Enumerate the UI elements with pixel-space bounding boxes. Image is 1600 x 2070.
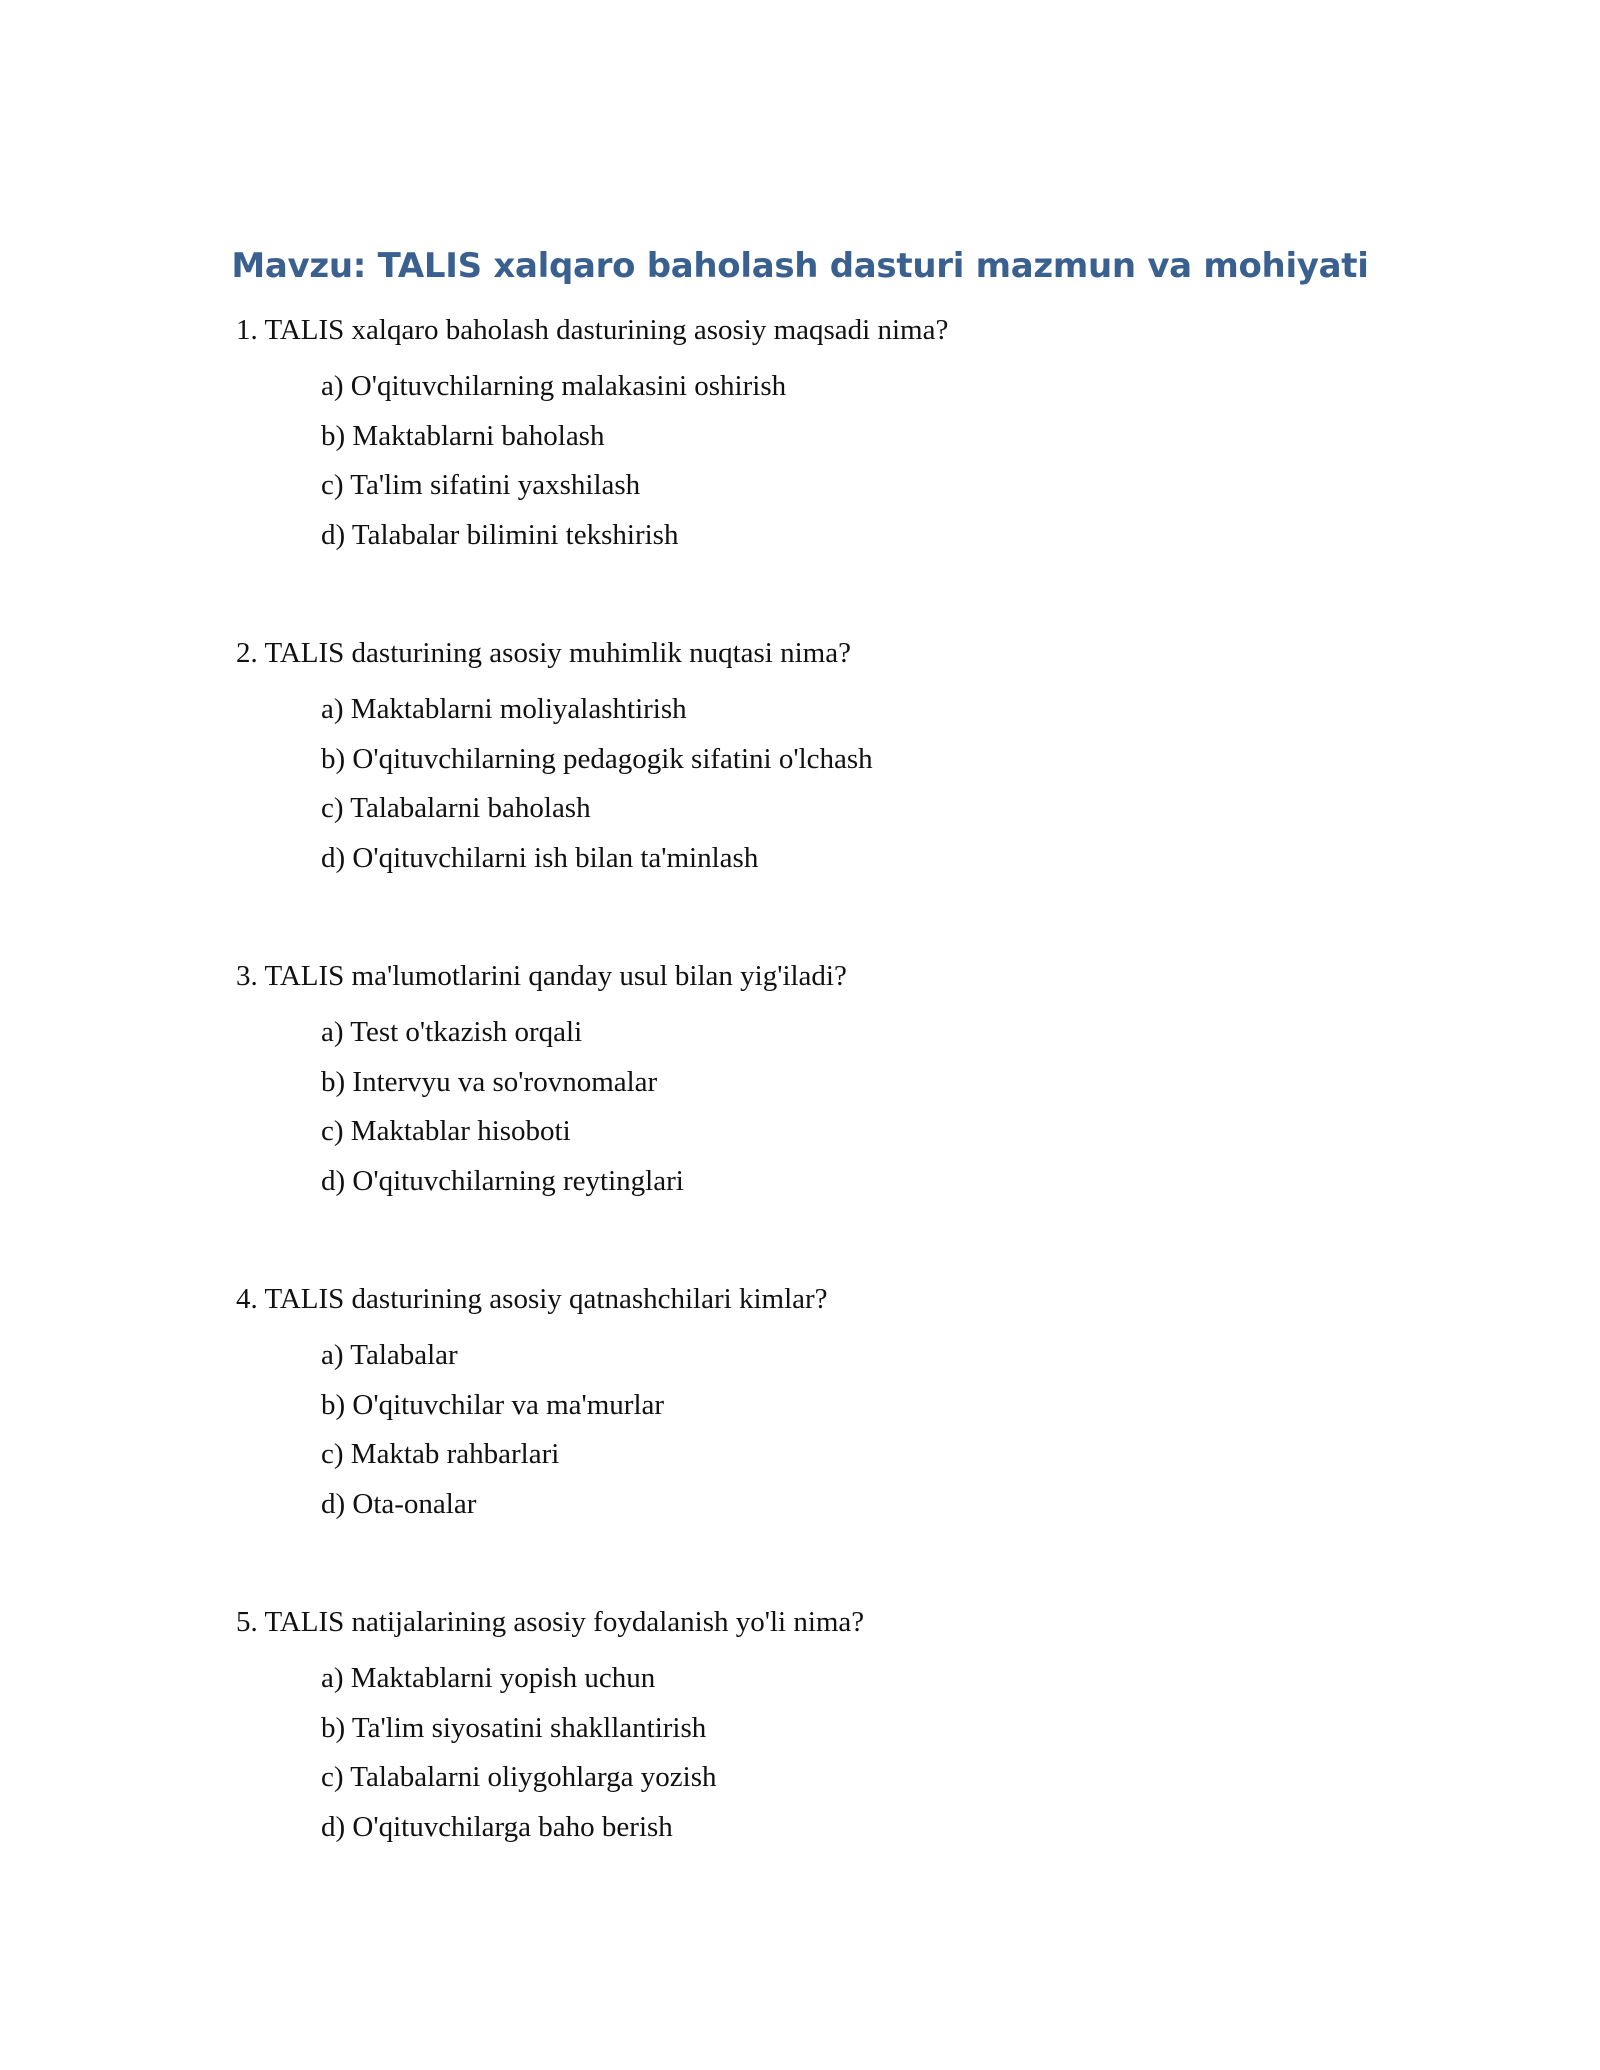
answer-options (321, 1658, 1436, 1856)
answer-options (321, 1335, 1436, 1533)
answer-option-b: b) O'qituvchilarning pedagogik sifatini o'lchash (321, 742, 873, 775)
question-text: 4. TALIS dasturining asosiy qatnashchilari kimlar? (236, 1283, 828, 1315)
question-block-2 (236, 633, 1436, 887)
answer-option-d: d) O'qituvchilarni ish bilan ta'minlash (321, 841, 759, 874)
question-block-5 (236, 1602, 1436, 1856)
answer-option-b: b) O'qituvchilar va ma'murlar (321, 1388, 665, 1421)
question-text: 5. TALIS natijalarining asosiy foydalanish yo'li nima? (236, 1606, 865, 1638)
answer-option-a: a) O'qituvchilarning malakasini oshirish (321, 370, 787, 402)
answer-option-b: b) Intervyu va so'rovnomalar (321, 1065, 658, 1098)
answer-options (321, 689, 1436, 887)
answer-option-d: d) Talabalar bilimini tekshirish (321, 518, 679, 551)
document-title: Mavzu: TALIS xalqaro baholash dasturi mazmun va mohiyati (231, 246, 1369, 286)
answer-option-d: d) O'qituvchilarga baho berish (321, 1810, 673, 1843)
question-block-1 (236, 310, 1436, 564)
answer-option-b: b) Maktablarni baholash (321, 419, 605, 452)
answer-option-d: d) O'qituvchilarning reytinglari (321, 1164, 684, 1197)
answer-option-a: a) Maktablarni yopish uchun (321, 1662, 656, 1694)
answer-option-b: b) Ta'lim siyosatini shakllantirish (321, 1711, 707, 1744)
question-text: 3. TALIS ma'lumotlarini qanday usul bilan yig'iladi? (236, 960, 847, 992)
answer-options (321, 1012, 1436, 1210)
question-block-3 (236, 956, 1436, 1210)
answer-options (321, 366, 1436, 564)
answer-option-c: c) Maktablar hisoboti (321, 1115, 571, 1147)
answer-option-c: c) Talabalarni baholash (321, 792, 591, 824)
answer-option-a: a) Maktablarni moliyalashtirish (321, 693, 687, 725)
answer-option-c: c) Ta'lim sifatini yaxshilash (321, 469, 641, 501)
answer-option-a: a) Talabalar (321, 1339, 458, 1371)
answer-option-d: d) Ota-onalar (321, 1487, 477, 1520)
question-text: 1. TALIS xalqaro baholash dasturining asosiy maqsadi nima? (236, 314, 949, 346)
answer-option-a: a) Test o'tkazish orqali (321, 1016, 583, 1048)
question-block-4 (236, 1279, 1436, 1533)
question-text: 2. TALIS dasturining asosiy muhimlik nuqtasi nima? (236, 637, 851, 669)
answer-option-c: c) Talabalarni oliygohlarga yozish (321, 1761, 717, 1793)
answer-option-c: c) Maktab rahbarlari (321, 1438, 560, 1470)
